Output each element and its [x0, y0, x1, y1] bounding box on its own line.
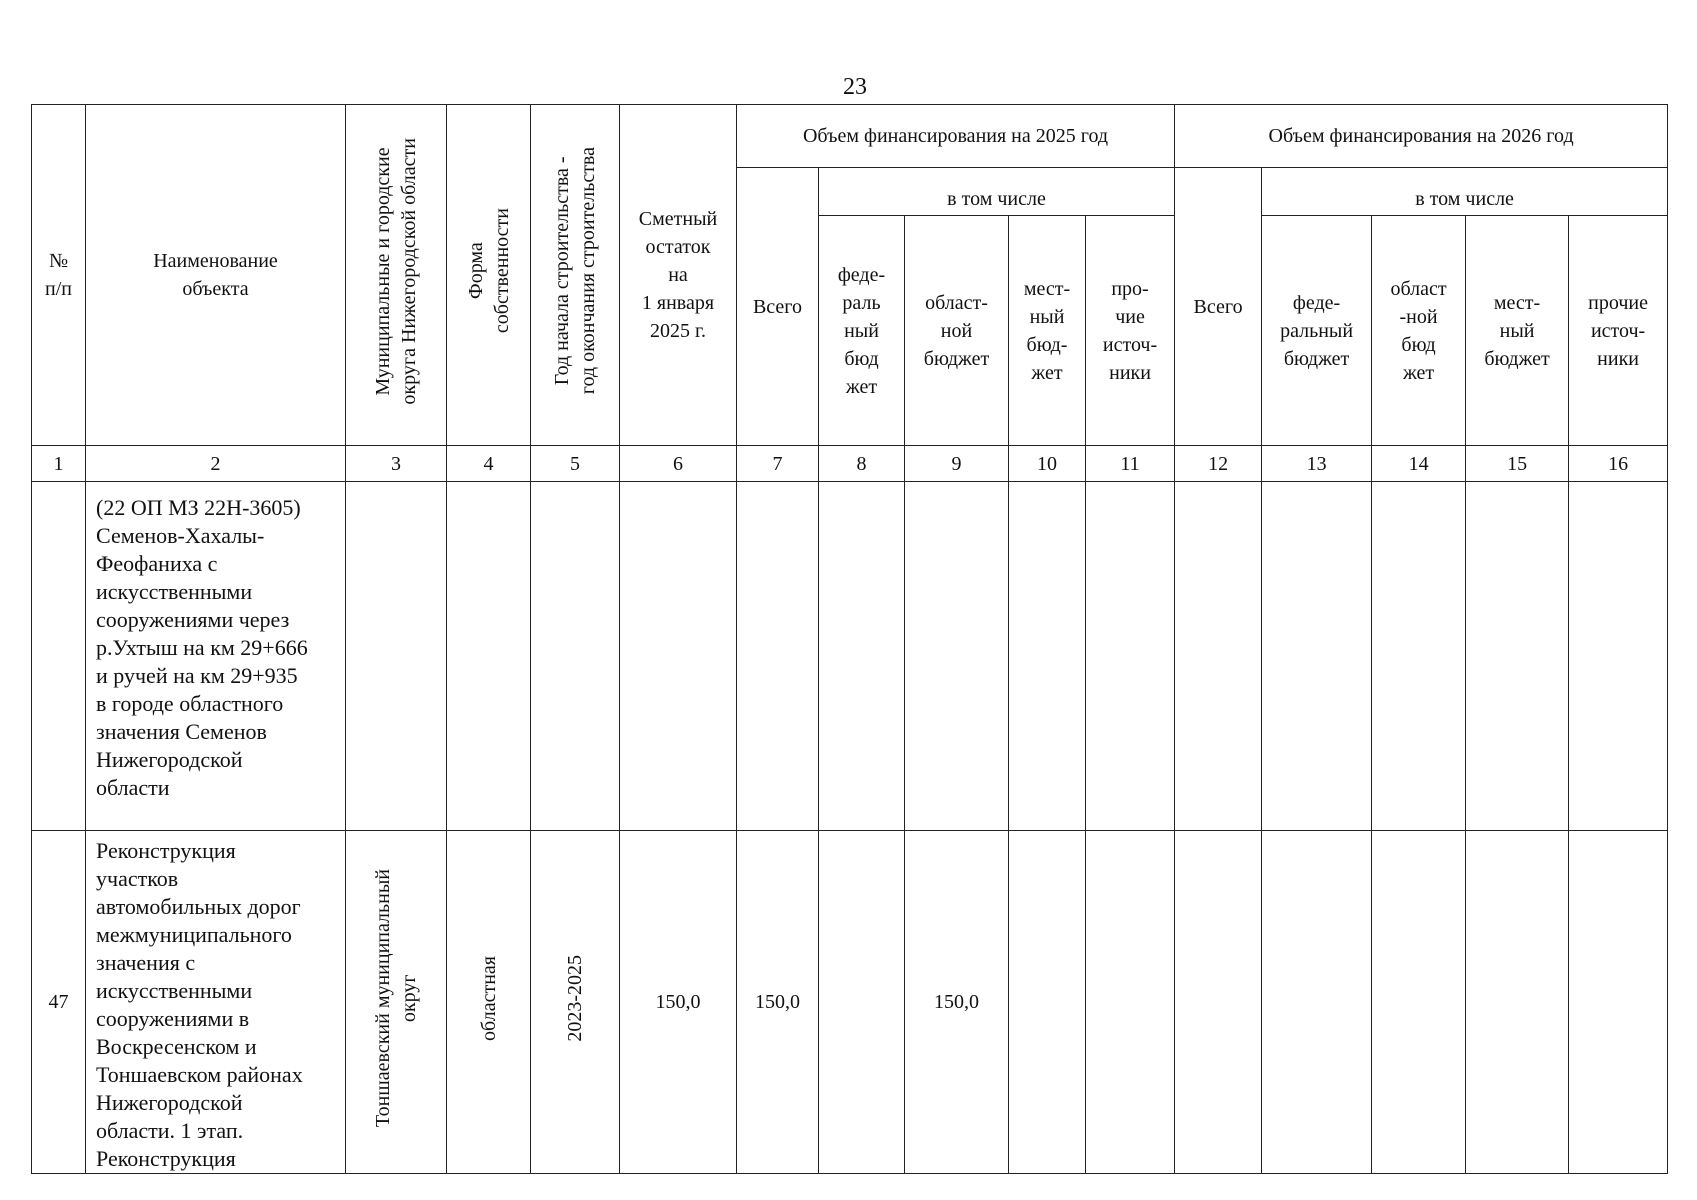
header-row-1 [32, 105, 1668, 168]
header-federal-2025: феде- раль ный бюд жет [819, 216, 905, 446]
local-2026-cell [1466, 831, 1569, 1174]
object-name: Реконструкция участков автомобильных дорог межмуниципального значения с искусственными сооружениями в Воскресенском и Тоншаевском районах Нижегородской области. 1 этап. Реконструкция [86, 831, 346, 1174]
federal-2026-cell [1262, 482, 1372, 831]
header-name: Наименование объекта [86, 105, 346, 446]
years-cell [531, 482, 620, 831]
regional-2025-cell: 150,0 [905, 831, 1009, 1174]
budget-table [31, 104, 1668, 1174]
column-number: 13 [1262, 446, 1372, 482]
other-2025-cell [1086, 831, 1175, 1174]
header-including-2025: в том числе [819, 168, 1175, 216]
object-name: (22 ОП МЗ 22Н-3605) Семенов-Хахалы- Феофаниха с искусственными сооружениями через р.Ухтыш на км 29+666 и ручей на км 29+935 в городе областного значения Семенов Нижегородской области [86, 482, 346, 831]
column-number: 12 [1175, 446, 1262, 482]
header-federal-2026: феде- ральный бюджет [1262, 216, 1372, 446]
estimate-cell: 150,0 [620, 831, 737, 1174]
regional-2026-cell [1372, 482, 1466, 831]
local-2025-cell [1009, 482, 1086, 831]
header-total-2025: Всего [737, 168, 819, 446]
estimate-cell [620, 482, 737, 831]
local-2025-cell [1009, 831, 1086, 1174]
header-funding-2026: Объем финансирования на 2026 год [1175, 105, 1668, 168]
years-cell: 2023-2025 [531, 831, 620, 1174]
federal-2025-cell [819, 482, 905, 831]
column-number: 4 [447, 446, 531, 482]
ownership-cell [447, 482, 531, 831]
local-2026-cell [1466, 482, 1569, 831]
federal-2026-cell [1262, 831, 1372, 1174]
header-local-2026: мест- ный бюджет [1466, 216, 1569, 446]
header-total-2026: Всего [1175, 168, 1262, 446]
column-number: 2 [86, 446, 346, 482]
regional-2025-cell [905, 482, 1009, 831]
total-2025-cell: 150,0 [737, 831, 819, 1174]
total-2026-cell [1175, 831, 1262, 1174]
other-2026-cell [1569, 831, 1668, 1174]
column-number: 7 [737, 446, 819, 482]
column-number: 6 [620, 446, 737, 482]
header-including-2026: в том числе [1262, 168, 1668, 216]
column-number: 10 [1009, 446, 1086, 482]
municipality-cell [346, 482, 447, 831]
column-number: 11 [1086, 446, 1175, 482]
header-local-2025: мест- ный бюд- жет [1009, 216, 1086, 446]
header-regional-2025: област- ной бюджет [905, 216, 1009, 446]
header-regional-2026: област -ной бюд жет [1372, 216, 1466, 446]
header-estimate: Сметный остаток на 1 января 2025 г. [620, 105, 737, 446]
total-2026-cell [1175, 482, 1262, 831]
ownership-cell: областная [447, 831, 531, 1174]
table-row [32, 831, 1668, 1174]
total-2025-cell [737, 482, 819, 831]
municipality-cell: Тоншаевский муниципальный округ [346, 831, 447, 1174]
header-num: № п/п [32, 105, 86, 446]
column-number: 15 [1466, 446, 1569, 482]
column-number-row [32, 446, 1668, 482]
header-other-2026: прочие источ- ники [1569, 216, 1668, 446]
column-number: 5 [531, 446, 620, 482]
column-number: 1 [32, 446, 86, 482]
column-number: 3 [346, 446, 447, 482]
federal-2025-cell [819, 831, 905, 1174]
column-number: 16 [1569, 446, 1668, 482]
header-years: Год начала строительства - год окончания строительства [531, 105, 620, 446]
regional-2026-cell [1372, 831, 1466, 1174]
column-number: 14 [1372, 446, 1466, 482]
header-municipality: Муниципальные и городские округа Нижегородской области [346, 105, 447, 446]
header-ownership: Форма собственности [447, 105, 531, 446]
column-number: 8 [819, 446, 905, 482]
header-funding-2025: Объем финансирования на 2025 год [737, 105, 1175, 168]
page-number: 23 [843, 74, 867, 100]
row-num: 47 [32, 831, 86, 1174]
header-other-2025: про- чие источ- ники [1086, 216, 1175, 446]
other-2026-cell [1569, 482, 1668, 831]
other-2025-cell [1086, 482, 1175, 831]
table-row [32, 482, 1668, 831]
column-number: 9 [905, 446, 1009, 482]
row-num [32, 482, 86, 831]
